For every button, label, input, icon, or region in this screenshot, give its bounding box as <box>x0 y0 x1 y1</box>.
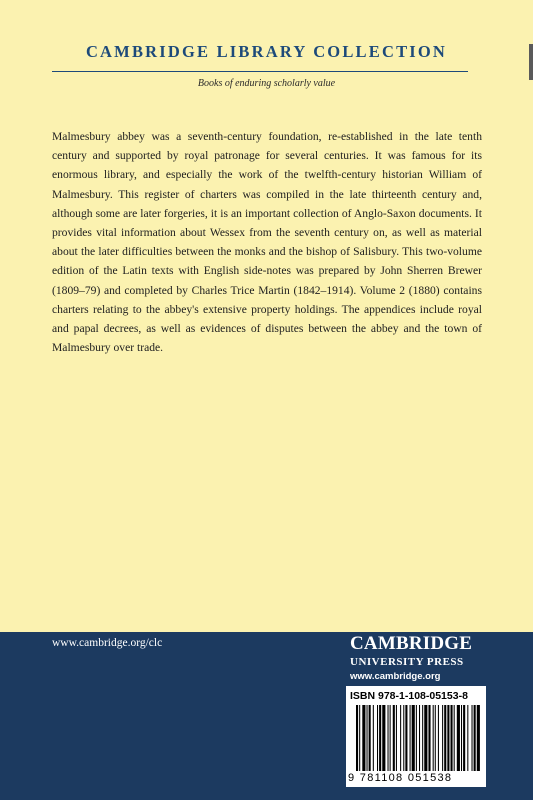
barcode-icon <box>350 705 482 771</box>
publisher-name: CAMBRIDGE <box>350 633 473 654</box>
barcode-panel <box>346 686 486 787</box>
publisher-website: www.cambridge.org <box>350 671 441 682</box>
series-title: CAMBRIDGE LIBRARY COLLECTION <box>85 42 448 61</box>
publisher-subtitle: UNIVERSITY PRESS <box>350 656 464 668</box>
series-tagline: Books of enduring scholarly value <box>197 78 336 89</box>
book-description: Malmesbury abbey was a seventh-century foundation, re-established in the late tenth century and supported by royal patronage for several centuries. It was famous for its enormous library, and especially the work of the twelfth-century historian William of Malmesbury. This register of charters was compiled in the late thirteenth century and, although some are later forgeries, it is an important collection of Anglo-Saxon documents. It provides vital information about Wessex from the seventh century on, as well as material about the later difficulties between the monks and the bishop of Salisbury. This two-volume edition of the Latin texts with English side-notes was prepared by John Sherren Brewer (1809–79) and completed by Charles Trice Martin (1842–1914). Volume 2 (1880) contains charters relating to the abbey's extensive property holdings. The appendices include royal and papal decrees, as well as evidences of disputes between the abbey and the town of Malmesbury over trade. <box>52 130 482 355</box>
barcode-digits: 9 781108 051538 <box>348 772 453 784</box>
title-divider <box>52 71 468 72</box>
isbn-label: ISBN 978-1-108-05153-8 <box>350 690 468 702</box>
collection-url: www.cambridge.org/clc <box>52 637 163 649</box>
